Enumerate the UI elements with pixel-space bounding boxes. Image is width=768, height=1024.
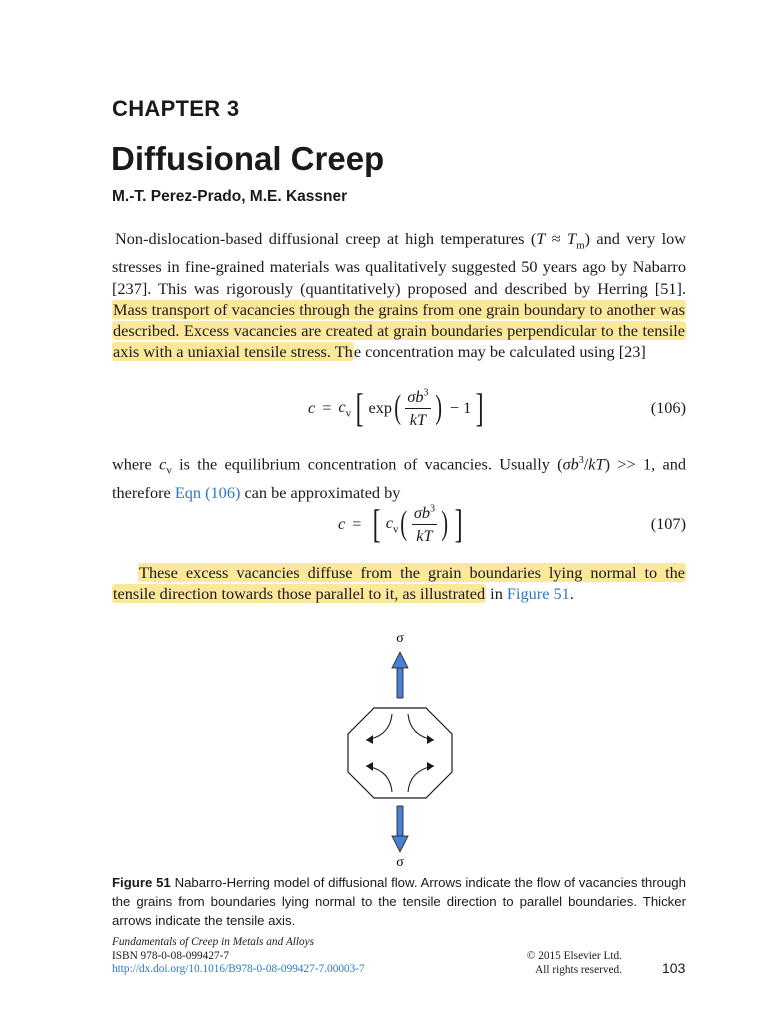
- chapter-label: CHAPTER 3: [112, 96, 240, 121]
- highlighted-text: Mass transport of vacancies through the grains from one grain boundary to another was described. Excess vacancies are created at grain boundaries perpendicular to the tensile axis with a uniaxial tensile stress. Th: [113, 299, 685, 362]
- isbn: ISBN 978-0-08-099427-7: [112, 949, 230, 962]
- book-title: Fundamentals of Creep in Metals and Alloys: [112, 936, 315, 948]
- eq-cv: $c_v$: [338, 396, 352, 420]
- text-segment: ) and very low stresses in fine-grained materials was qualitatively suggested 50 years ago by Nabarro [237]. This was rigorously (quantitatively) proposed and described by Herring [51].: [112, 229, 686, 298]
- nabarro-herring-diagram: [340, 626, 460, 870]
- authors: M.-T. Perez-Prado, M.E. Kassner: [112, 188, 348, 205]
- flow-arrowhead: [427, 735, 434, 744]
- tensile-arrow-bottom: [392, 806, 408, 852]
- eq-fraction: $\frac{\sigma b^3}{kT}$: [407, 386, 429, 429]
- eq-exp: exp: [368, 398, 392, 417]
- flow-arrowhead: [366, 735, 373, 744]
- text-segment: m: [576, 239, 585, 252]
- flow-arrow-top-right: [408, 714, 434, 740]
- eq-lhs: c: [308, 398, 316, 417]
- grain-octagon: [348, 708, 452, 798]
- text-segment: σb: [562, 454, 579, 474]
- right-bracket: ]: [454, 501, 463, 546]
- text-segment: /: [583, 454, 589, 474]
- rights: All rights reserved.: [535, 963, 622, 976]
- text-segment: v: [166, 464, 172, 477]
- eq-equals: =: [352, 514, 362, 533]
- paragraph-2: [112, 450, 686, 503]
- page-number: 103: [662, 960, 686, 976]
- highlighted-text: These excess vacancies diffuse from the grain boundaries lying normal to the tensile direction towards those parallel to it, as illustrated: [113, 563, 685, 604]
- right-paren: ): [434, 389, 442, 426]
- equation-number: (107): [650, 514, 686, 533]
- figure-caption: [112, 873, 686, 930]
- flow-arrowhead: [427, 762, 434, 771]
- flow-arrow-top-left: [366, 714, 392, 740]
- left-bracket: [: [373, 501, 382, 546]
- eq-lhs: c: [338, 514, 346, 533]
- text-segment: 3: [578, 455, 584, 466]
- text-segment: Non-dislocation-based diffusional creep at high temperatures (: [115, 229, 537, 248]
- left-paren: (: [400, 505, 408, 542]
- text-segment: kT: [588, 454, 605, 474]
- sigma-top-label: σ: [396, 631, 404, 646]
- caption-text: Nabarro-Herring model of diffusional flow. Arrows indicate the flow of vacancies through the grains from boundaries lying normal to the tensile direction to parallel boundaries. Thicker arrows indicate the tensile axis.: [112, 875, 686, 928]
- text-segment: T: [536, 229, 546, 248]
- paragraph-1: [112, 228, 686, 362]
- flow-arrow-bottom-left: [366, 766, 392, 792]
- cross-reference-link[interactable]: Eqn (106): [174, 482, 241, 502]
- right-paren: ): [441, 505, 449, 542]
- text-segment: ≈: [545, 229, 567, 248]
- eq-fraction: $\frac{\sigma b^3}{kT}$: [413, 502, 435, 545]
- equation-107: [112, 500, 686, 548]
- equation-107-body: [338, 503, 468, 546]
- copyright: © 2015 Elsevier Ltd.: [526, 950, 622, 962]
- eq-minus-one: − 1: [449, 398, 472, 417]
- text-segment: T: [567, 229, 577, 248]
- flow-arrowhead: [366, 762, 373, 771]
- tensile-arrow-top: [392, 652, 408, 698]
- paragraph-3: [112, 562, 686, 604]
- caption-label: Figure 51: [112, 875, 171, 890]
- vacancy-flow-arrows: [366, 714, 434, 792]
- text-segment: where: [112, 454, 160, 474]
- sigma-bottom-label: σ: [396, 855, 404, 870]
- eq-cv: $c_v$: [385, 512, 399, 536]
- flow-arrow-bottom-right: [408, 766, 434, 792]
- text-segment: in: [486, 584, 507, 604]
- footer-book-info: [112, 936, 365, 977]
- equation-106: [112, 384, 686, 432]
- chapter-title: Diffusional Creep: [111, 140, 385, 177]
- text-segment: can be approximated by: [240, 482, 401, 502]
- equation-106-body: [308, 387, 489, 430]
- doi-link[interactable]: http://dx.doi.org/10.1016/B978-0-08-099427-7.00003-7: [112, 963, 365, 975]
- equation-number: (106): [650, 398, 686, 417]
- eq-equals: =: [322, 398, 332, 417]
- left-bracket: [: [355, 385, 364, 430]
- text-segment: is the equilibrium concentration of vacancies. Usually (: [171, 454, 563, 474]
- footer-copyright: [510, 950, 622, 977]
- cross-reference-link[interactable]: Figure 51: [506, 584, 570, 604]
- text-segment: ) >> 1, and therefore: [112, 454, 687, 502]
- left-paren: (: [394, 389, 402, 426]
- text-segment: c: [159, 454, 167, 474]
- text-segment: e concentration may be calculated using [23]: [353, 342, 646, 362]
- text-segment: .: [569, 584, 574, 604]
- right-bracket: ]: [475, 385, 484, 430]
